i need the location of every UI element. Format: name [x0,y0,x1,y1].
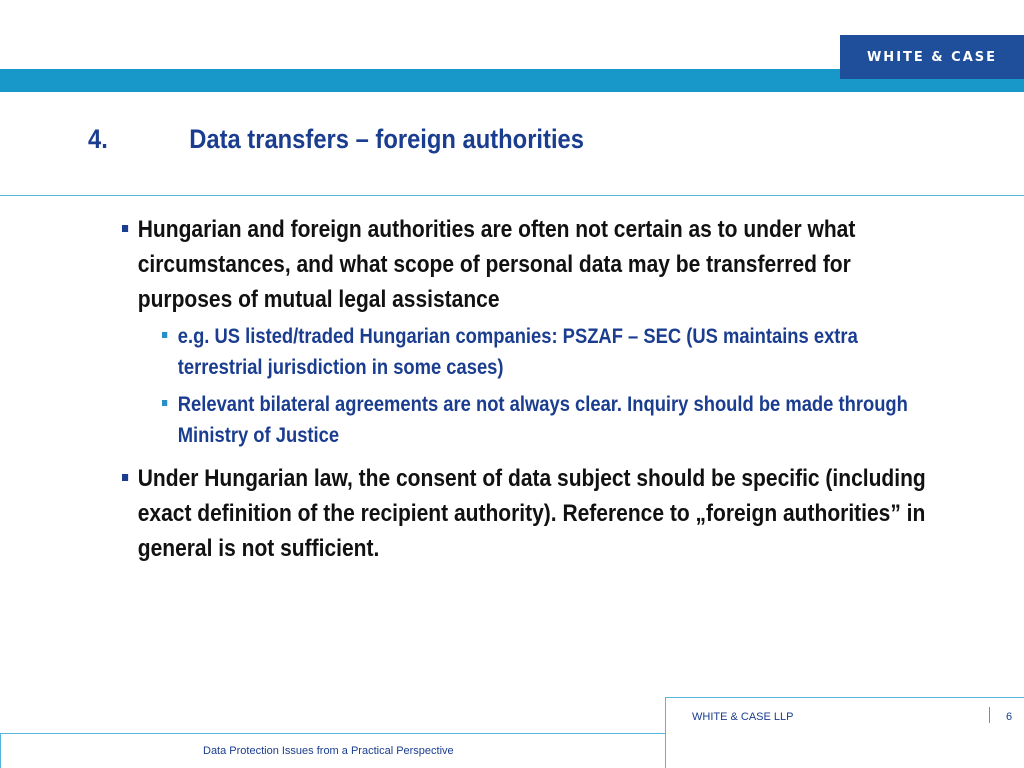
sub-bullet-list [122,321,1022,451]
slide-title [88,124,584,155]
square-bullet-icon [122,474,128,481]
footer-divider [0,733,1,768]
bullet-item [122,461,943,566]
sub-bullet-text: Relevant bilateral agreements are not always clear. Inquiry should be made through Ministry of Justice [177,393,908,447]
brand-logo [840,35,1024,79]
bullet-item [122,212,943,317]
title-text: Data transfers – foreign authorities [189,124,584,154]
sub-bullet-item [162,321,930,383]
footer-divider [0,733,666,734]
page-number: 6 [1006,711,1013,723]
square-bullet-icon [122,225,128,232]
slide-body [122,212,1022,566]
square-bullet-icon [162,332,167,338]
title-divider [0,195,1024,196]
section-number: 4. [88,124,108,154]
bullet-text: Hungarian and foreign authorities are often not certain as to under what circumstances, and what scope of personal data may be transferred for purposes of mutual legal assistance [137,216,856,313]
footer-deck-title: Data Protection Issues from a Practical Perspective [203,745,454,757]
square-bullet-icon [162,400,167,406]
footer-separator [989,707,990,723]
sub-bullet-item [162,389,930,451]
footer-divider [665,697,1024,698]
footer-firm-name: WHITE & CASE LLP [692,711,794,723]
sub-bullet-text: e.g. US listed/traded Hungarian companies: PSZAF – SEC (US maintains extra terrestrial jurisdiction in some cases) [177,325,858,379]
bullet-text: Under Hungarian law, the consent of data subject should be specific (including exact definition of the recipient authority). Reference to „foreign authorities” in general is not sufficient. [137,465,926,562]
logo-text: WHITE & CASE [866,49,998,65]
